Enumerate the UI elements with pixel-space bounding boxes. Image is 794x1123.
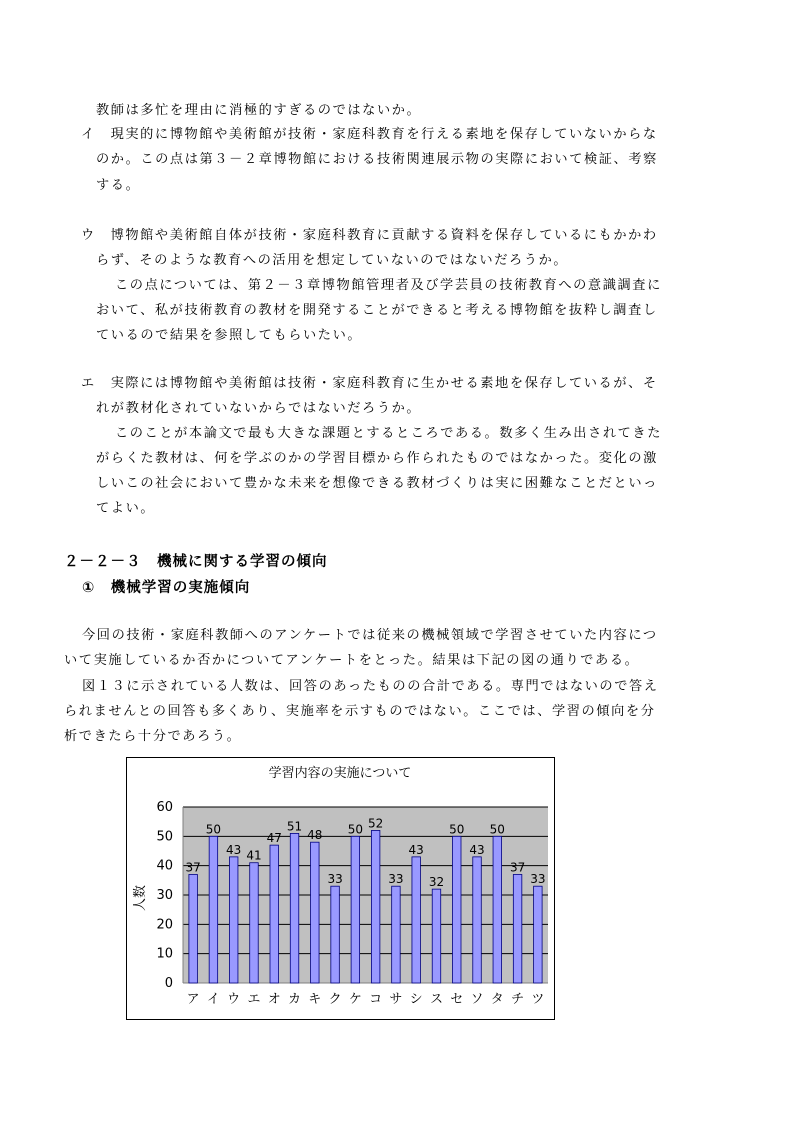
data-label: 50 — [489, 822, 505, 837]
data-label: 37 — [509, 860, 526, 875]
y-tick-label: 10 — [156, 946, 173, 962]
data-label: 43 — [469, 842, 485, 857]
data-label: 48 — [307, 828, 323, 843]
bar — [432, 889, 441, 983]
bar — [351, 836, 360, 983]
x-tick-label: タ — [490, 992, 504, 1007]
data-label: 50 — [205, 822, 222, 837]
x-tick-label: エ — [247, 992, 261, 1007]
bar — [453, 836, 462, 983]
bar — [189, 874, 198, 983]
data-label: 52 — [367, 816, 384, 831]
body-line: いて実施しているか否かについてアンケートをとった。結果は下記の図の通りである。 — [64, 653, 640, 668]
data-label: 33 — [388, 872, 404, 887]
bar — [270, 845, 279, 983]
x-tick-label: ツ — [531, 992, 545, 1007]
data-label: 37 — [185, 860, 201, 875]
bar — [290, 833, 299, 983]
y-tick-label: 30 — [156, 888, 173, 903]
y-tick-label: 0 — [164, 976, 173, 991]
bar — [534, 886, 543, 983]
bar-chart — [126, 757, 555, 1020]
x-tick-label: カ — [288, 992, 302, 1007]
body-line: エ 実際には博物館や美術館は技術・家庭科教育に生かせる素地を保存しているが、そ — [81, 376, 658, 391]
data-label: 50 — [449, 822, 465, 837]
body-line: てよい。 — [96, 501, 156, 516]
subsection-heading: ① 機械学習の実施傾向 — [82, 580, 251, 596]
y-tick-label: 40 — [156, 858, 173, 874]
body-line: する。 — [96, 178, 141, 193]
data-label: 47 — [266, 831, 282, 846]
body-line: おいて、私が技術教育の教材を開発することができると考える博物館を抜粋し調査し — [96, 303, 658, 318]
body-line: ているので結果を参照してもらいたい。 — [96, 328, 363, 343]
body-line: 析できたら十分であろう。 — [64, 729, 242, 744]
body-line: らず、そのような教育への活用を想定していないのではないだろうか。 — [96, 253, 569, 268]
data-label: 33 — [530, 872, 546, 887]
bar — [493, 836, 502, 983]
x-tick-label: ス — [429, 992, 443, 1007]
data-label: 43 — [408, 842, 424, 857]
x-tick-label: イ — [206, 992, 220, 1007]
x-tick-label: ア — [186, 992, 200, 1007]
bar — [412, 857, 421, 983]
bar — [331, 886, 340, 983]
y-tick-label: 20 — [156, 917, 173, 933]
data-label: 41 — [246, 848, 262, 863]
bar — [250, 863, 259, 983]
body-line: がらくた教材は、何を学ぶのかの学習目標から作られたものではなかった。変化の激 — [96, 451, 658, 466]
x-tick-label: キ — [308, 992, 322, 1007]
body-line: れが教材化されていないからではないだろうか。 — [96, 401, 422, 416]
bar — [392, 886, 401, 983]
data-label: 43 — [226, 842, 242, 857]
bar — [311, 842, 320, 983]
data-label: 50 — [347, 822, 364, 837]
x-tick-label: チ — [511, 992, 525, 1007]
chart-canvas — [127, 758, 554, 1019]
body-line: しいこの社会において豊かな未来を想像できる教材づくりは実に困難なことだといっ — [96, 476, 658, 491]
bar — [371, 830, 380, 983]
x-tick-label: サ — [389, 992, 403, 1007]
body-line: ウ 博物館や美術館自体が技術・家庭科教育に貢献する資料を保存しているにもかかわ — [81, 228, 658, 243]
bar — [229, 857, 238, 983]
y-tick-label: 60 — [156, 800, 173, 815]
body-line: この点については、第２－３章博物館管理者及び学芸員の技術教育への意識調査に — [115, 278, 662, 293]
x-tick-label: ソ — [470, 992, 484, 1007]
x-tick-label: セ — [450, 992, 464, 1007]
x-tick-label: ク — [328, 992, 342, 1007]
data-label: 33 — [327, 872, 343, 887]
x-tick-label: ケ — [348, 992, 362, 1007]
data-label: 32 — [428, 875, 445, 890]
bar — [513, 874, 522, 983]
bar — [473, 857, 482, 983]
data-label: 51 — [286, 819, 303, 834]
x-tick-label: シ — [409, 992, 423, 1007]
section-heading: ２－２－３ 機械に関する学習の傾向 — [64, 554, 328, 570]
body-line: イ 現実的に博物館や美術館が技術・家庭科教育を行える素地を保存していないからな — [81, 127, 658, 142]
y-tick-label: 50 — [156, 829, 173, 845]
x-tick-label: ウ — [227, 992, 241, 1007]
body-line: このことが本論文で最も大きな課題とするところである。数多く生み出されてきた — [115, 426, 663, 441]
y-axis-label: 人数 — [133, 884, 148, 912]
chart-title: 学習内容の実施について — [268, 766, 412, 781]
x-tick-label: オ — [267, 992, 281, 1007]
body-line: られませんとの回答も多くあり、実施率を示すものではない。ここでは、学習の傾向を分 — [64, 704, 656, 719]
body-line: 教師は多忙を理由に消極的すぎるのではないか。 — [96, 103, 422, 118]
bar — [209, 836, 218, 983]
body-line: 図１３に示されている人数は、回答のあったものの合計である。専門ではないので答え — [82, 679, 659, 694]
body-line: 今回の技術・家庭科教師へのアンケートでは従来の機械領域で学習させていた内容につ — [82, 628, 658, 643]
body-line: のか。この点は第３－２章博物館における技術関連展示物の実際において検証、考察 — [96, 152, 658, 167]
x-tick-label: コ — [369, 992, 383, 1007]
